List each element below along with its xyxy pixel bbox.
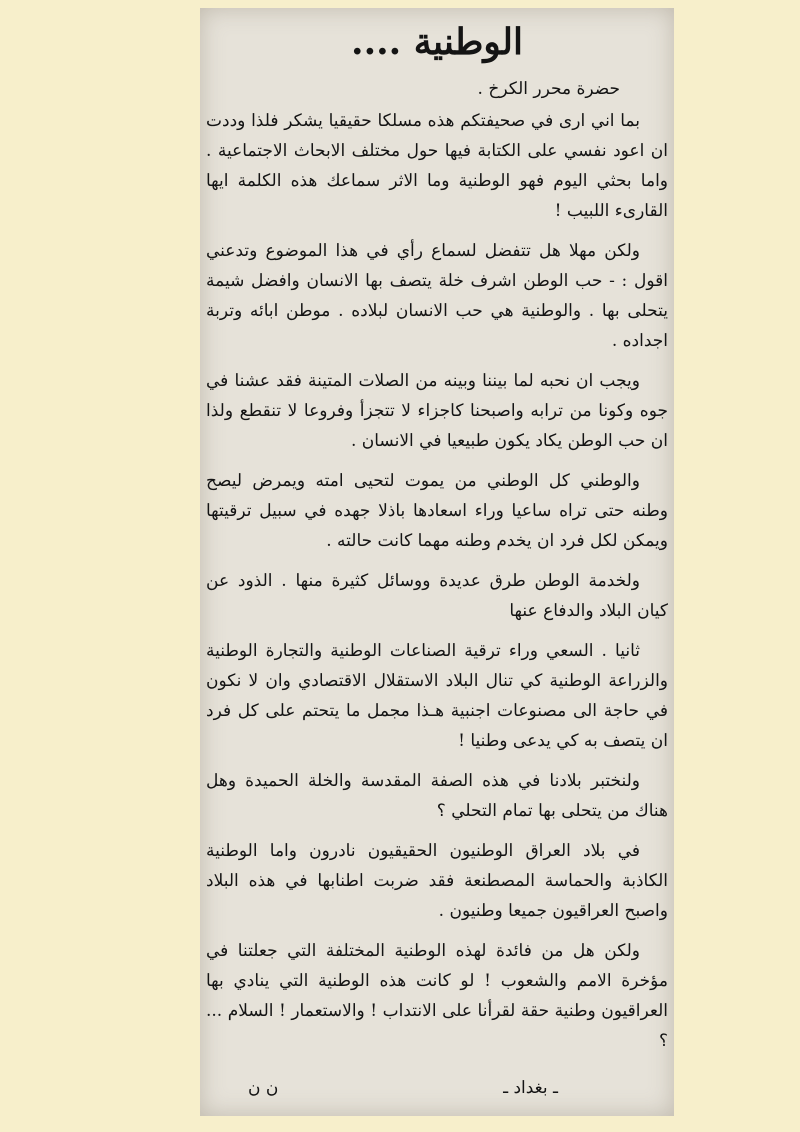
article — [206, 18, 668, 1116]
paragraph: في بلاد العراق الوطنيون الحقيقيون نادرون واما الوطنية الكاذبة والحماسة المصطنعة فقد ضربت اطنابها في هذه البلاد واصبح العراقيون جميعا وطنيون . — [206, 841, 668, 921]
signature-location: ـ بغداد ـ — [503, 1078, 558, 1098]
paragraph: ولخدمة الوطن طرق عديدة ووسائل كثيرة منها . الذود عن كيان البلاد والدفاع عنها — [206, 571, 668, 621]
paragraph: والوطني كل الوطني من يموت لتحيى امته ويمرض ليصح وطنه حتى تراه ساعيا وراء اسعادها باذلا جهده في سبيل ترقيتها ويمكن لكل فرد ان يخدم وطنه مهما كانت حالته . — [206, 471, 668, 551]
paragraph: ولنختبر بلادنا في هذه الصفة المقدسة والخلة الحميدة وهل هناك من يتحلى بها تمام التحلي ؟ — [206, 771, 668, 821]
newspaper-clipping — [200, 8, 674, 1116]
article-title: الوطنية .... — [351, 21, 523, 63]
paragraph: بما اني ارى في صحيفتكم هذه مسلكا حقيقيا يشكر فلذا وددت ان اعود نفسي على الكتابة فيها حول مختلف الابحاث الاجتماعية . واما بحثي اليوم فهو الوطنية وما الاثر سماعك هذه الكلمة ايها القارىء اللبيب ! — [206, 111, 668, 221]
paragraph: ولكن مهلا هل تتفضل لسماع رأي في هذا الموضوع وتدعني اقول : - حب الوطن اشرف خلة يتصف بها الانسان وافضل شيمة يتحلى بها . والوطنية هي حب الانسان لبلاده . موطن ابائه وتربة اجداده . — [206, 241, 668, 351]
paragraph: ويجب ان نحبه لما بيننا وبينه من الصلات المتينة فقد عشنا في جوه وكونا من ترابه واصبحنا كاجزاء لا تتجزأ وفروعا لا تنقطع ولذا ان حب الوطن يكاد يكون طبيعيا في الانسان . — [206, 371, 668, 451]
author-initials: ن ن — [248, 1078, 279, 1098]
signature-row — [206, 1074, 668, 1102]
paragraph: ثانيا . السعي وراء ترقية الصناعات الوطنية والتجارة الوطنية والزراعة الوطنية كي تنال البلاد الاستقلال الاقتصادي وان لا نكون في حاجة الى مصنوعات اجنبية هـذا مجمل ما يتحتم على كل فرد ان يتصف به كي يدعى وطنيا ! — [206, 641, 668, 751]
paragraph: ولكن هل من فائدة لهذه الوطنية المختلفة التي جعلتنا في مؤخرة الامم والشعوب ! لو كانت هذه الوطنية التي ينادي بها العراقيون وطنية حقة لقرأنا على الانتداب ! والاستعمار ! السلام ... ؟ — [206, 941, 668, 1051]
salutation: حضرة محرر الكرخ . — [477, 79, 620, 99]
